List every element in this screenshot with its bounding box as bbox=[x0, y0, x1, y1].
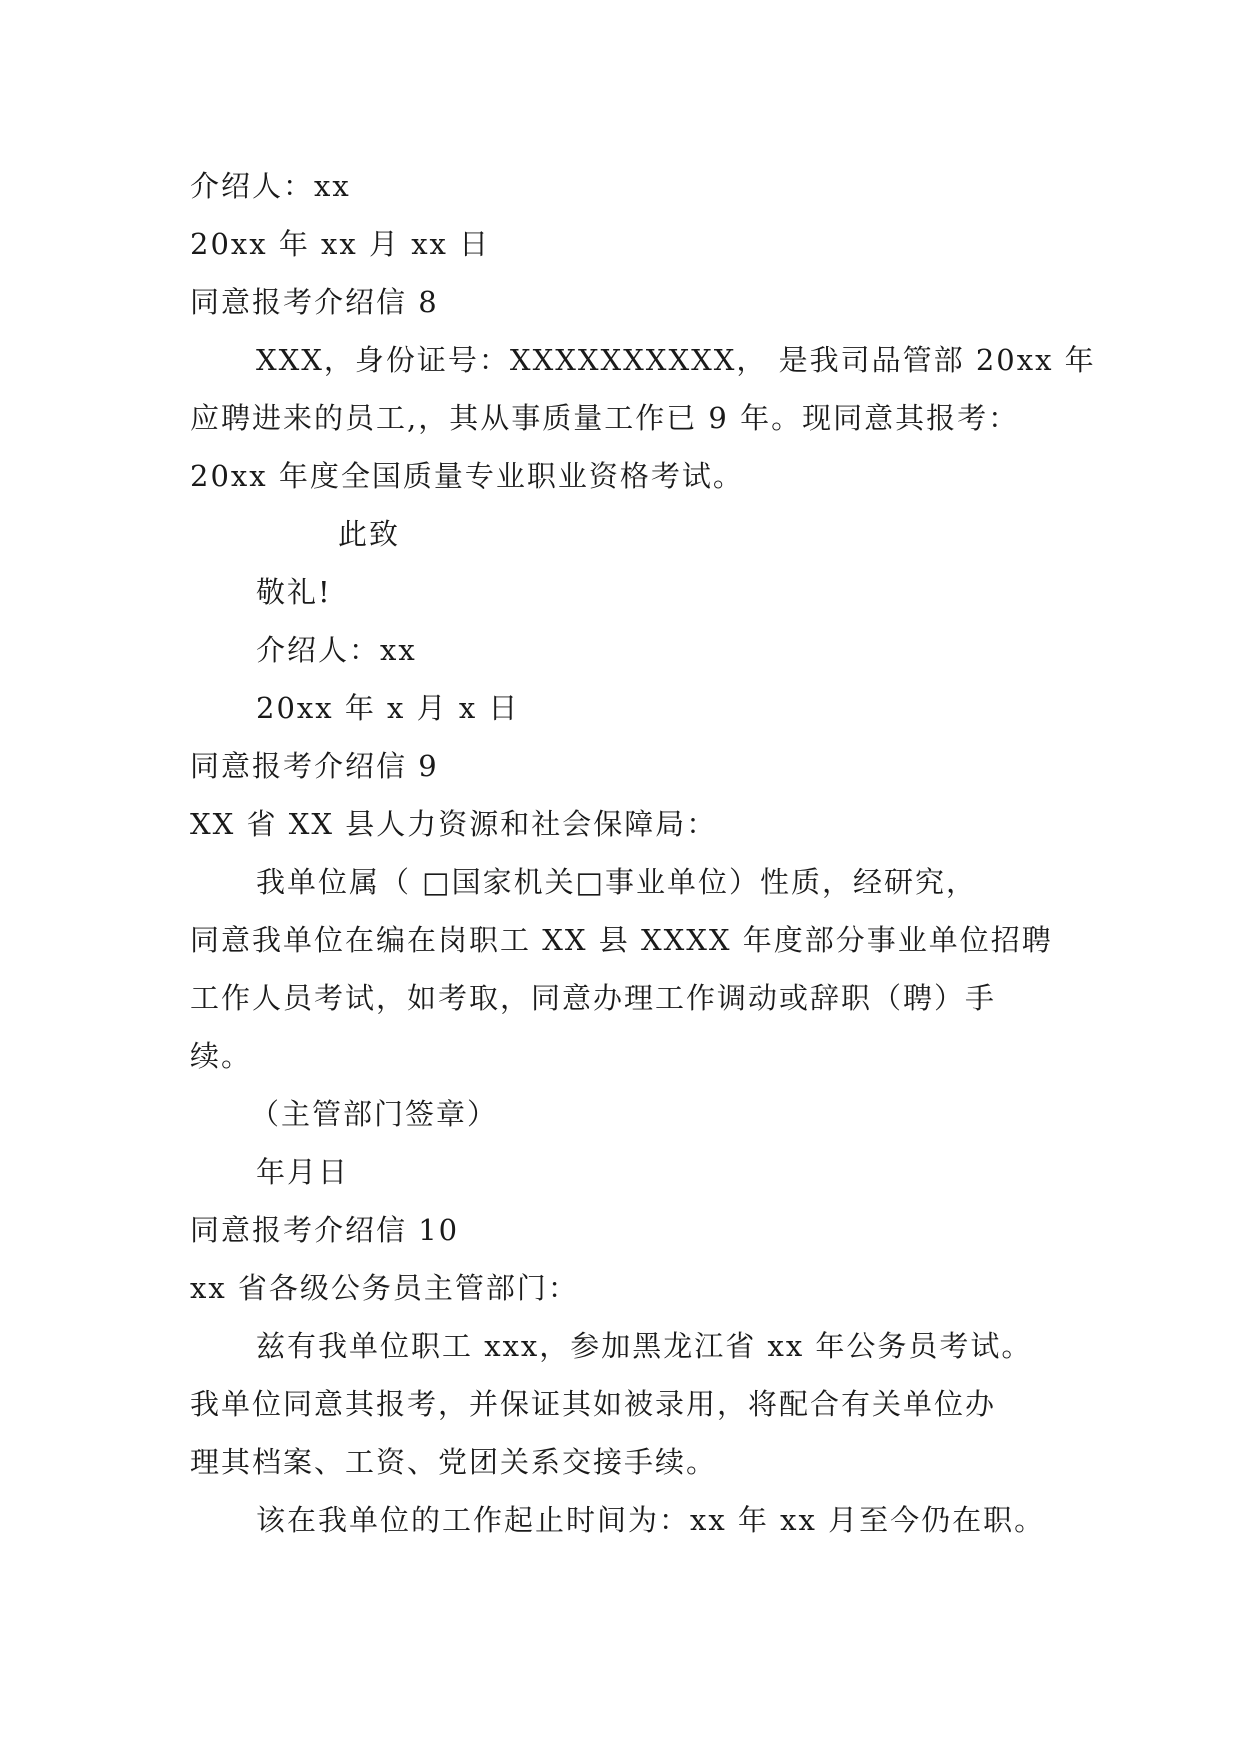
letter-9-title: 同意报考介绍信 9 bbox=[190, 749, 439, 783]
letter-9-body-line-2: 同意我单位在编在岗职工 XX 县 XXXX 年度部分事业单位招聘 bbox=[190, 923, 1053, 957]
letter-9-body-line-1: 我单位属（ □国家机关□事业单位）性质，经研究， bbox=[256, 865, 978, 899]
letter-8-closing-2: 敬礼! bbox=[256, 575, 332, 609]
letter-9-seal: （主管部门签章） bbox=[250, 1097, 499, 1131]
letter-8-title: 同意报考介绍信 8 bbox=[190, 285, 439, 319]
date-line: 20xx 年 xx 月 xx 日 bbox=[190, 227, 491, 261]
letter-10-title: 同意报考介绍信 10 bbox=[190, 1213, 460, 1247]
letter-10-body-line-3: 理其档案、工资、党团关系交接手续。 bbox=[190, 1445, 718, 1479]
letter-9-body-line-3: 工作人员考试，如考取，同意办理工作调动或辞职（聘）手 bbox=[190, 981, 997, 1015]
introducer-line: 介绍人：xx bbox=[190, 169, 351, 203]
letter-8-introducer: 介绍人：xx bbox=[256, 633, 417, 667]
letter-9-body-line-4: 续。 bbox=[190, 1039, 253, 1073]
letter-8-date: 20xx 年 x 月 x 日 bbox=[256, 691, 520, 725]
letter-8-body-line-1: XXX，身份证号：XXXXXXXXXX， 是我司品管部 20xx 年 bbox=[256, 343, 1096, 377]
letter-10-body-line-4: 该在我单位的工作起止时间为：xx 年 xx 月至今仍在职。 bbox=[256, 1503, 1046, 1537]
letter-10-body-line-1: 兹有我单位职工 xxx，参加黑龙江省 xx 年公务员考试。 bbox=[256, 1329, 1033, 1363]
letter-10-addressee: xx 省各级公务员主管部门： bbox=[190, 1271, 579, 1305]
letter-8-body-line-3: 20xx 年度全国质量专业职业资格考试。 bbox=[190, 459, 744, 493]
letter-9-date: 年月日 bbox=[256, 1155, 350, 1189]
letter-8-body-line-2: 应聘进来的员工,，其从事质量工作已 9 年。现同意其报考： bbox=[190, 401, 1020, 435]
letter-9-addressee: XX 省 XX 县人力资源和社会保障局： bbox=[190, 807, 718, 841]
letter-10-body-line-2: 我单位同意其报考，并保证其如被录用，将配合有关单位办 bbox=[190, 1387, 997, 1421]
letter-8-closing-1: 此致 bbox=[338, 517, 401, 551]
